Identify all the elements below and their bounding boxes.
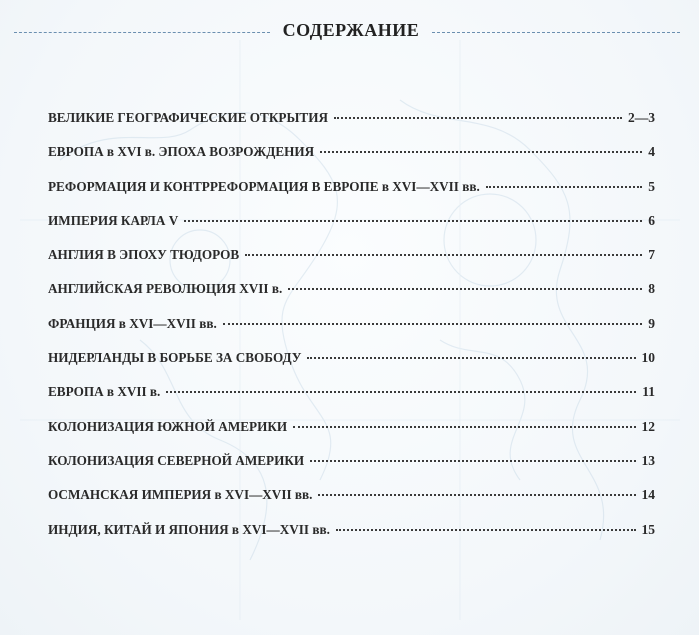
toc-entry-page: 9 [648, 315, 655, 331]
toc-entry-page: 12 [641, 418, 655, 434]
toc-entry-page: 11 [642, 384, 655, 400]
toc-leader-dots [336, 529, 636, 531]
toc-entry-title: ЕВРОПА в XVII в. [48, 384, 161, 400]
toc-entry-title: КОЛОНИЗАЦИЯ ЮЖНОЙ АМЕРИКИ [48, 418, 288, 434]
toc-leader-dots [307, 357, 635, 359]
toc-entry-page: 13 [641, 452, 655, 468]
toc-entry-page: 7 [648, 247, 655, 263]
toc-entry [48, 281, 655, 315]
page-header [0, 14, 699, 50]
toc-entry-title: ВЕЛИКИЕ ГЕОГРАФИЧЕСКИЕ ОТКРЫТИЯ [48, 110, 328, 125]
toc-entry [48, 487, 655, 521]
toc-entry-title: РЕФОРМАЦИЯ И КОНТРРЕФОРМАЦИЯ В ЕВРОПЕ в XVI—XVII вв. [48, 178, 480, 194]
toc-entry [48, 419, 655, 453]
toc-entry [48, 144, 655, 178]
toc-leader-dots [223, 323, 643, 325]
toc-entry-page: 2—3 [628, 110, 655, 125]
toc-entry-page: 5 [648, 178, 655, 194]
toc-leader-dots [310, 460, 635, 462]
toc-entry-title: АНГЛИЯ В ЭПОХУ ТЮДОРОВ [48, 247, 240, 263]
toc-entry-title: АНГЛИЙСКАЯ РЕВОЛЮЦИЯ XVII в. [48, 281, 283, 297]
toc-leader-dots [320, 151, 642, 153]
toc-leader-dots [486, 186, 642, 188]
toc-entry-title: ОСМАНСКАЯ ИМПЕРИЯ в XVI—XVII вв. [48, 487, 313, 503]
toc-entry-page: 14 [641, 487, 655, 503]
toc-leader-dots [166, 391, 636, 393]
toc-entry-title: НИДЕРЛАНДЫ В БОРЬБЕ ЗА СВОБОДУ [48, 350, 302, 366]
toc-entry-page: 10 [641, 350, 655, 366]
toc-entry [48, 110, 655, 144]
header-rule-left [14, 32, 270, 33]
toc-entry [48, 247, 655, 281]
toc-entry [48, 179, 655, 213]
toc-leader-dots [245, 254, 642, 256]
toc-entry [48, 316, 655, 350]
toc-leader-dots [184, 220, 642, 222]
toc-leader-dots [288, 288, 642, 290]
table-of-contents [48, 110, 655, 556]
toc-entry-title: ИМПЕРИЯ КАРЛА V [48, 212, 179, 228]
toc-leader-dots [334, 117, 622, 119]
toc-leader-dots [293, 426, 635, 428]
toc-entry-page: 8 [648, 281, 655, 297]
page-title: СОДЕРЖАНИЕ [282, 20, 420, 40]
toc-leader-dots [318, 494, 635, 496]
toc-entry-page: 4 [648, 144, 655, 160]
toc-entry-page: 15 [641, 521, 655, 537]
header-rule-right [432, 32, 680, 33]
toc-entry [48, 350, 655, 384]
toc-entry [48, 213, 655, 247]
toc-entry-title: ФРАНЦИЯ в XVI—XVII вв. [48, 315, 217, 331]
toc-entry [48, 522, 655, 556]
toc-entry [48, 384, 655, 418]
toc-entry [48, 453, 655, 487]
toc-entry-page: 6 [648, 212, 655, 228]
toc-entry-title: ЕВРОПА в XVI в. ЭПОХА ВОЗРОЖДЕНИЯ [48, 144, 315, 160]
toc-entry-title: КОЛОНИЗАЦИЯ СЕВЕРНОЙ АМЕРИКИ [48, 452, 305, 468]
toc-entry-title: ИНДИЯ, КИТАЙ И ЯПОНИЯ в XVI—XVII вв. [48, 521, 330, 537]
